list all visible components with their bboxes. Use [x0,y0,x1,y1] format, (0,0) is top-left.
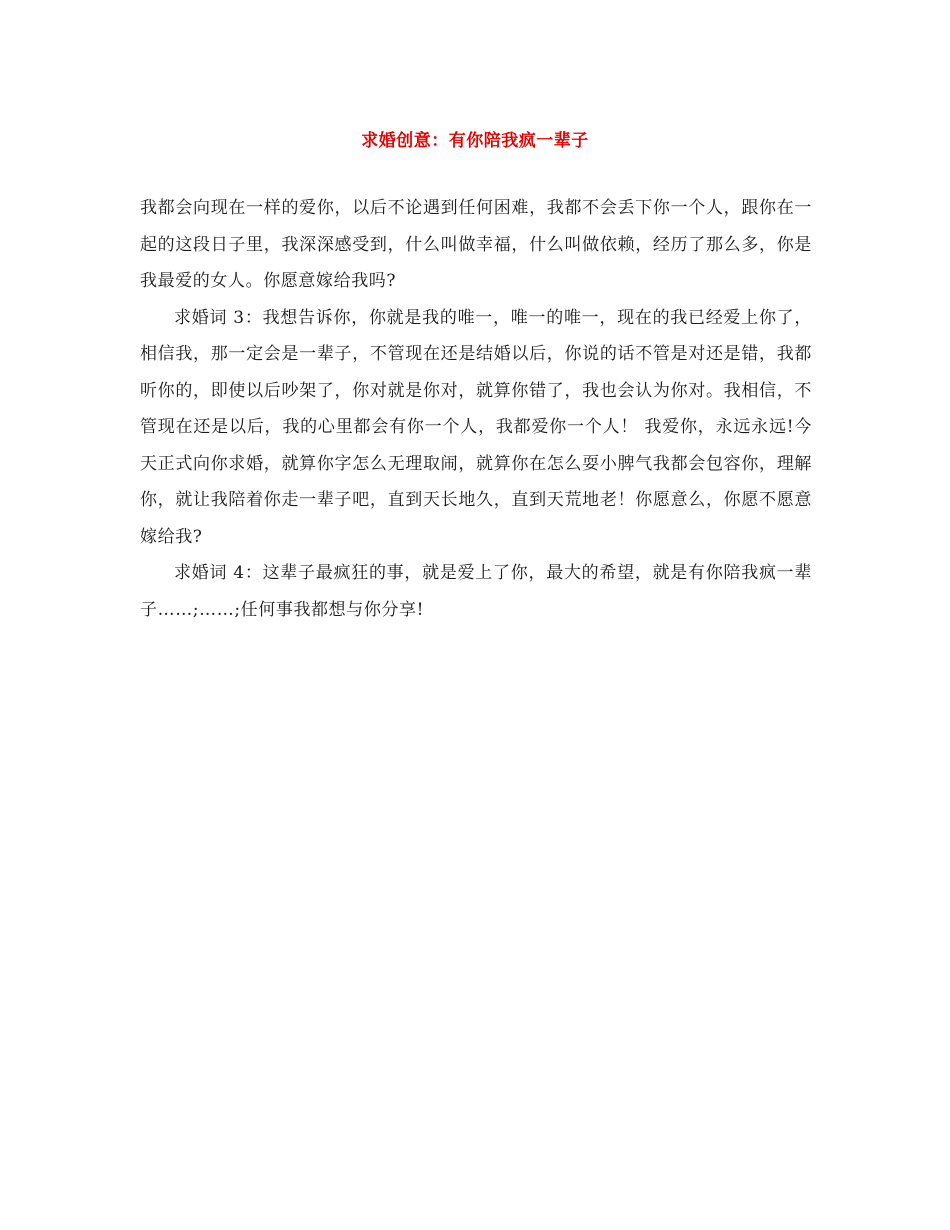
paragraph-intro: 我都会向现在一样的爱你，以后不论遇到任何困难，我都不会丢下你一个人，跟你在一起的这段日子里，我深深感受到，什么叫做幸福，什么叫做依赖，经历了那么多，你是我最爱的女人。你愿意嫁给我吗? [140,198,812,291]
document-title: 求婚创意：有你陪我疯一辈子 [361,131,589,151]
paragraph-proposal-4: 求婚词 4：这辈子最疯狂的事，就是爱上了你，最大的希望，就是有你陪我疯一辈子……;……;任何事我都想与你分享! [140,563,812,620]
paragraph-proposal-3: 求婚词 3：我想告诉你，你就是我的唯一，唯一的唯一，现在的我已经爱上你了，相信我，那一定会是一辈子，不管现在还是结婚以后，你说的话不管是对还是错，我都听你的，即使以后吵架了，你对就是你对，就算你错了，我也会认为你对。我相信，不管现在还是以后，我的心里都会有你一个人，我都爱你一个人！ 我爱你，永远永远!今天正式向你求婚，就算你字怎么无理取闹，就算你在怎么耍小脾气我都会包容你，理解你，就让我陪着你走一辈子吧，直到天长地久，直到天荒地老！你愿意么，你愿不愿意嫁给我? [140,307,812,547]
document-body [140,190,812,628]
